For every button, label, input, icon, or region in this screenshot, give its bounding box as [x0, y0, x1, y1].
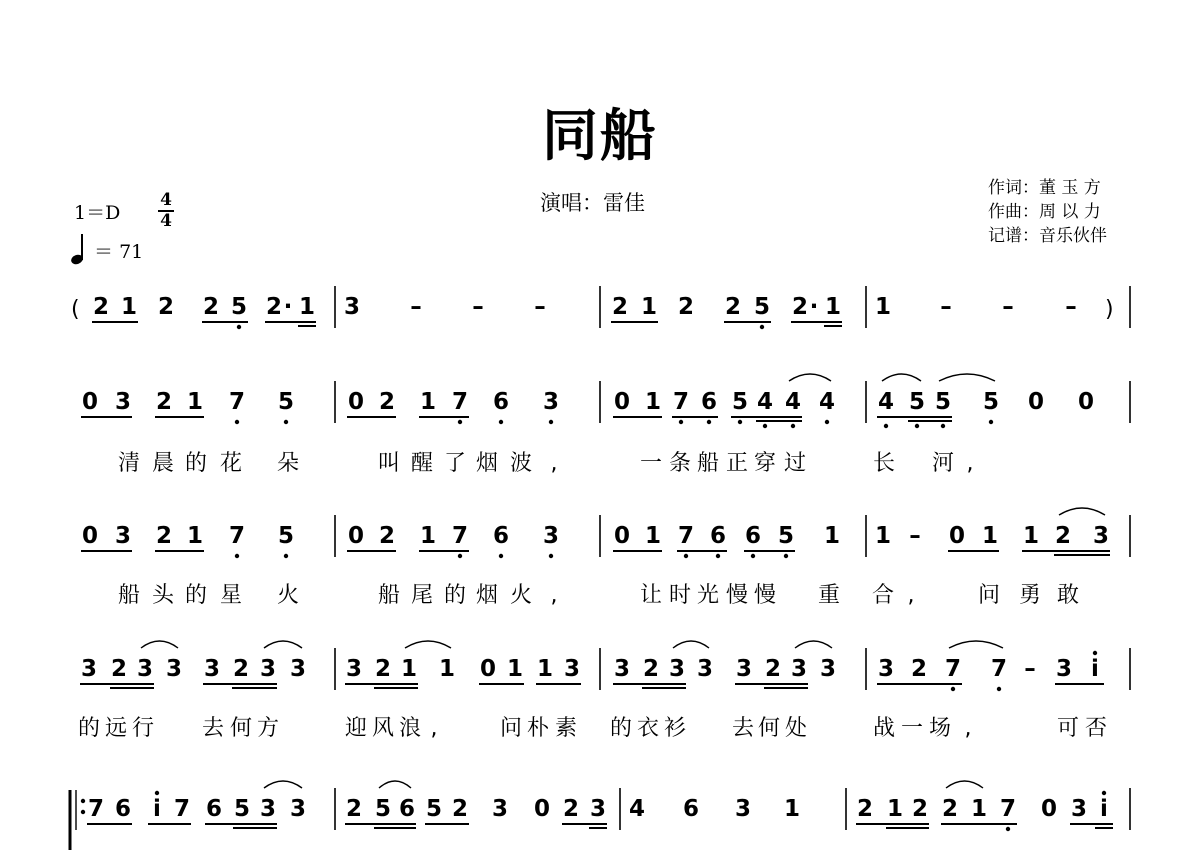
lyric-char: 去: [731, 716, 755, 741]
note: i: [1091, 656, 1099, 682]
tie-slur: [264, 781, 302, 788]
note: 3: [343, 294, 361, 320]
note: 7: [87, 796, 105, 822]
lyric-char: 长: [872, 451, 896, 476]
note: 1: [419, 389, 437, 415]
note: 7: [228, 523, 246, 549]
lyric-char: 波: [509, 451, 533, 476]
note: 5: [374, 796, 392, 822]
lyric-char: 问: [499, 716, 523, 741]
dash-note: –: [472, 294, 484, 320]
note: 6: [700, 389, 718, 415]
note: i: [1100, 796, 1108, 822]
note: 2: [941, 796, 959, 822]
time-signature-numerator: 4: [160, 190, 172, 210]
note: 6: [492, 523, 510, 549]
lyric-char: 让: [639, 583, 663, 608]
lyric-char: 的: [443, 583, 467, 608]
lyric-char: 衫: [663, 716, 687, 741]
lyric-char: 重: [817, 583, 841, 608]
lyric-char: 去: [201, 716, 225, 741]
tie-slur: [379, 781, 411, 788]
note: 3: [563, 656, 581, 682]
note: 3: [1070, 796, 1088, 822]
lyric-char: 勇: [1018, 583, 1042, 608]
lyric-char: 烟: [475, 583, 499, 608]
lyric-char: 时: [668, 583, 692, 608]
octave-dot-above: [155, 791, 159, 795]
note: 0: [1027, 389, 1045, 415]
lyric-char: 何: [229, 716, 253, 741]
lyricist-credit: 作词：董 玉 方: [988, 178, 1101, 198]
note: 2: [611, 294, 629, 320]
lyric-char: 烟: [475, 451, 499, 476]
note: 7: [999, 796, 1017, 822]
octave-dot-below: [784, 554, 788, 558]
note: 1: [970, 796, 988, 822]
note: 6: [682, 796, 700, 822]
note: 0: [347, 389, 365, 415]
lyric-char: 慢: [725, 583, 749, 608]
note: 3: [259, 656, 277, 682]
note: 4: [877, 389, 895, 415]
note: 5: [277, 523, 295, 549]
dash-note: –: [534, 294, 546, 320]
note: 3: [542, 523, 560, 549]
lyric-char: 河: [931, 451, 955, 476]
note: 2: [856, 796, 874, 822]
octave-dot-below: [284, 554, 288, 558]
note: 3: [289, 796, 307, 822]
note: 2: [642, 656, 660, 682]
note: 3: [668, 656, 686, 682]
dash-note: –: [1024, 656, 1036, 682]
note: 2: [202, 294, 220, 320]
octave-dot-below: [684, 554, 688, 558]
note: 2: [562, 796, 580, 822]
note: 5: [731, 389, 749, 415]
lyric-char: 的: [77, 716, 101, 741]
lyric-char: 火: [509, 583, 533, 608]
note: 3: [289, 656, 307, 682]
intro-open-paren: (: [71, 297, 80, 322]
lyric-char: 素: [554, 716, 578, 741]
lyric-char: 晨: [151, 451, 175, 476]
note: 3: [790, 656, 808, 682]
note: 3: [734, 796, 752, 822]
note: 7: [451, 523, 469, 549]
note: 3: [735, 656, 753, 682]
note: 2: [155, 523, 173, 549]
dot-note: ·: [809, 294, 819, 320]
note: 2: [378, 523, 396, 549]
dash-note: –: [1065, 294, 1077, 320]
note: 3: [491, 796, 509, 822]
note: 1: [640, 294, 658, 320]
tie-slur: [141, 641, 178, 648]
lyric-char: 了: [443, 451, 467, 476]
note: 6: [709, 523, 727, 549]
note: 0: [347, 523, 365, 549]
note: 2: [345, 796, 363, 822]
note: 6: [744, 523, 762, 549]
note: 7: [228, 389, 246, 415]
note: 3: [165, 656, 183, 682]
note: 0: [81, 523, 99, 549]
octave-dot-below: [284, 420, 288, 424]
note: 2: [92, 294, 110, 320]
tie-slur: [673, 641, 709, 648]
lyric-char: 的: [184, 451, 208, 476]
note: 3: [589, 796, 607, 822]
note: 1: [120, 294, 138, 320]
lyric-char: 朵: [276, 451, 300, 476]
lyric-char: 浪: [398, 716, 422, 741]
note: 7: [173, 796, 191, 822]
note: 3: [1055, 656, 1073, 682]
note: 2: [378, 389, 396, 415]
note: 0: [948, 523, 966, 549]
lyric-char: 的: [609, 716, 633, 741]
note: 7: [677, 523, 695, 549]
note: 1: [400, 656, 418, 682]
lyric-char: 正: [725, 451, 749, 476]
octave-dot-below: [716, 554, 720, 558]
lyric-char: 穿: [753, 451, 777, 476]
note: 2: [724, 294, 742, 320]
note: 2: [910, 656, 928, 682]
lyric-char: ,: [964, 716, 972, 741]
tie-slur: [939, 374, 995, 381]
octave-dot-below: [825, 420, 829, 424]
lyric-char: 船: [377, 583, 401, 608]
note: 3: [877, 656, 895, 682]
lyric-char: 衣: [636, 716, 660, 741]
note: 2: [791, 294, 809, 320]
lyric-char: 风: [371, 716, 395, 741]
lyric-char: 花: [219, 451, 243, 476]
octave-dot-below: [458, 420, 462, 424]
note: 3: [136, 656, 154, 682]
lyric-char: ,: [907, 583, 915, 608]
note: 3: [613, 656, 631, 682]
note: 0: [613, 523, 631, 549]
note: 3: [203, 656, 221, 682]
note: 1: [886, 796, 904, 822]
note: 1: [506, 656, 524, 682]
note: 2: [232, 656, 250, 682]
octave-dot-below: [237, 325, 241, 329]
note: 1: [644, 523, 662, 549]
lyric-char: 可: [1056, 716, 1080, 741]
note: 3: [696, 656, 714, 682]
note: 7: [451, 389, 469, 415]
note: 1: [824, 294, 842, 320]
lyric-char: 叫: [377, 451, 401, 476]
note: 5: [982, 389, 1000, 415]
note: 3: [819, 656, 837, 682]
note: 2: [451, 796, 469, 822]
lyric-char: 方: [256, 716, 280, 741]
note: 1: [874, 294, 892, 320]
lyric-char: ,: [550, 451, 558, 476]
note: 3: [114, 523, 132, 549]
octave-dot-below: [458, 554, 462, 558]
lyric-char: 行: [131, 716, 155, 741]
octave-dot-below: [549, 554, 553, 558]
lyric-char: 远: [104, 716, 128, 741]
note: i: [153, 796, 161, 822]
note: 0: [533, 796, 551, 822]
lyric-char: 迎: [344, 716, 368, 741]
lyric-char: 光: [696, 583, 720, 608]
composer-credit: 作曲：周 以 力: [988, 202, 1101, 222]
note: 0: [1077, 389, 1095, 415]
tie-slur: [949, 641, 1003, 648]
octave-dot-below: [791, 424, 795, 428]
lyric-char: 船: [696, 451, 720, 476]
note: 3: [345, 656, 363, 682]
note: 7: [944, 656, 962, 682]
intro-close-paren: ): [1105, 297, 1114, 322]
octave-dot-below: [763, 424, 767, 428]
lyric-char: 火: [276, 583, 300, 608]
note: 5: [277, 389, 295, 415]
note: 6: [205, 796, 223, 822]
note: 3: [542, 389, 560, 415]
note: 1: [536, 656, 554, 682]
lyric-char: 船: [117, 583, 141, 608]
octave-dot-below: [549, 420, 553, 424]
lyric-char: 尾: [410, 583, 434, 608]
lyric-char: ,: [966, 451, 974, 476]
note: 2: [265, 294, 283, 320]
note: 7: [990, 656, 1008, 682]
note: 0: [1040, 796, 1058, 822]
note: 0: [81, 389, 99, 415]
octave-dot-below: [679, 420, 683, 424]
lyric-char: 慢: [753, 583, 777, 608]
note: 1: [186, 389, 204, 415]
note: 5: [777, 523, 795, 549]
note: 2: [374, 656, 392, 682]
octave-dot-below: [941, 424, 945, 428]
octave-dot-above: [1102, 791, 1106, 795]
note: 1: [298, 294, 316, 320]
note: 2: [764, 656, 782, 682]
dash-note: –: [1002, 294, 1014, 320]
note: 2: [911, 796, 929, 822]
note: 1: [644, 389, 662, 415]
note: 7: [672, 389, 690, 415]
note: 6: [114, 796, 132, 822]
lyric-char: 一: [639, 451, 663, 476]
note: 5: [425, 796, 443, 822]
note: 5: [908, 389, 926, 415]
lyric-char: 条: [668, 451, 692, 476]
note: 1: [1022, 523, 1040, 549]
note: 2: [1054, 523, 1072, 549]
tie-slur: [789, 374, 831, 381]
singer-credit: 演唱：雷佳: [540, 191, 645, 215]
repeat-dot: [81, 799, 85, 803]
lyric-char: 战: [872, 716, 896, 741]
lyric-char: ,: [550, 583, 558, 608]
note: 3: [80, 656, 98, 682]
lyric-char: ,: [430, 716, 438, 741]
note: 0: [479, 656, 497, 682]
note: 3: [259, 796, 277, 822]
note: 1: [419, 523, 437, 549]
note: 4: [818, 389, 836, 415]
octave-dot-below: [499, 554, 503, 558]
dot-note: ·: [283, 294, 293, 320]
lyric-char: 合: [871, 583, 895, 608]
note: 2: [677, 294, 695, 320]
tie-slur: [1059, 508, 1105, 515]
tie-slur: [882, 374, 921, 381]
note: 5: [233, 796, 251, 822]
lyric-char: 过: [783, 451, 807, 476]
lyric-char: 醒: [410, 451, 434, 476]
note: 1: [783, 796, 801, 822]
lyric-char: 否: [1084, 716, 1108, 741]
transcriber-credit: 记谱：音乐伙伴: [988, 226, 1107, 246]
octave-dot-below: [499, 420, 503, 424]
note: 3: [1092, 523, 1110, 549]
time-signature-denominator: 4: [160, 211, 172, 231]
note: 0: [613, 389, 631, 415]
note: 5: [934, 389, 952, 415]
note: 1: [186, 523, 204, 549]
note: 5: [230, 294, 248, 320]
note: 2: [155, 389, 173, 415]
note: 4: [756, 389, 774, 415]
lyric-char: 处: [784, 716, 808, 741]
octave-dot-below: [235, 554, 239, 558]
note: 1: [874, 523, 892, 549]
dash-note: –: [940, 294, 952, 320]
dash-note: –: [909, 523, 921, 549]
octave-dot-below: [951, 687, 955, 691]
note: 6: [492, 389, 510, 415]
note: 3: [114, 389, 132, 415]
lyric-char: 问: [977, 583, 1001, 608]
octave-dot-below: [751, 554, 755, 558]
dash-note: –: [410, 294, 422, 320]
lyric-char: 场: [928, 716, 952, 741]
lyric-char: 何: [757, 716, 781, 741]
octave-dot-below: [915, 424, 919, 428]
lyric-char: 一: [900, 716, 924, 741]
note: 6: [398, 796, 416, 822]
note: 1: [823, 523, 841, 549]
note: 4: [784, 389, 802, 415]
octave-dot-below: [235, 420, 239, 424]
lyric-char: 敢: [1056, 583, 1080, 608]
lyric-char: 头: [151, 583, 175, 608]
lyric-char: 清: [117, 451, 141, 476]
lyric-char: 星: [219, 583, 243, 608]
lyric-char: 的: [184, 583, 208, 608]
note: 2: [110, 656, 128, 682]
octave-dot-below: [884, 424, 888, 428]
tempo-value: ＝ 71: [94, 241, 144, 263]
note: 1: [438, 656, 456, 682]
note: 4: [628, 796, 646, 822]
repeat-dot: [81, 810, 85, 814]
song-title: 同船: [542, 103, 658, 169]
note: 5: [753, 294, 771, 320]
octave-dot-below: [997, 687, 1001, 691]
tie-slur: [795, 641, 832, 648]
lyric-char: 朴: [526, 716, 550, 741]
key-signature: 1＝D: [74, 202, 121, 224]
tie-slur: [946, 781, 983, 788]
tie-slur: [264, 641, 302, 648]
octave-dot-below: [707, 420, 711, 424]
octave-dot-below: [989, 420, 993, 424]
octave-dot-above: [1093, 651, 1097, 655]
octave-dot-below: [738, 420, 742, 424]
tie-slur: [405, 641, 451, 648]
octave-dot-below: [760, 325, 764, 329]
octave-dot-below: [1006, 827, 1010, 831]
note: 1: [981, 523, 999, 549]
note: 2: [157, 294, 175, 320]
